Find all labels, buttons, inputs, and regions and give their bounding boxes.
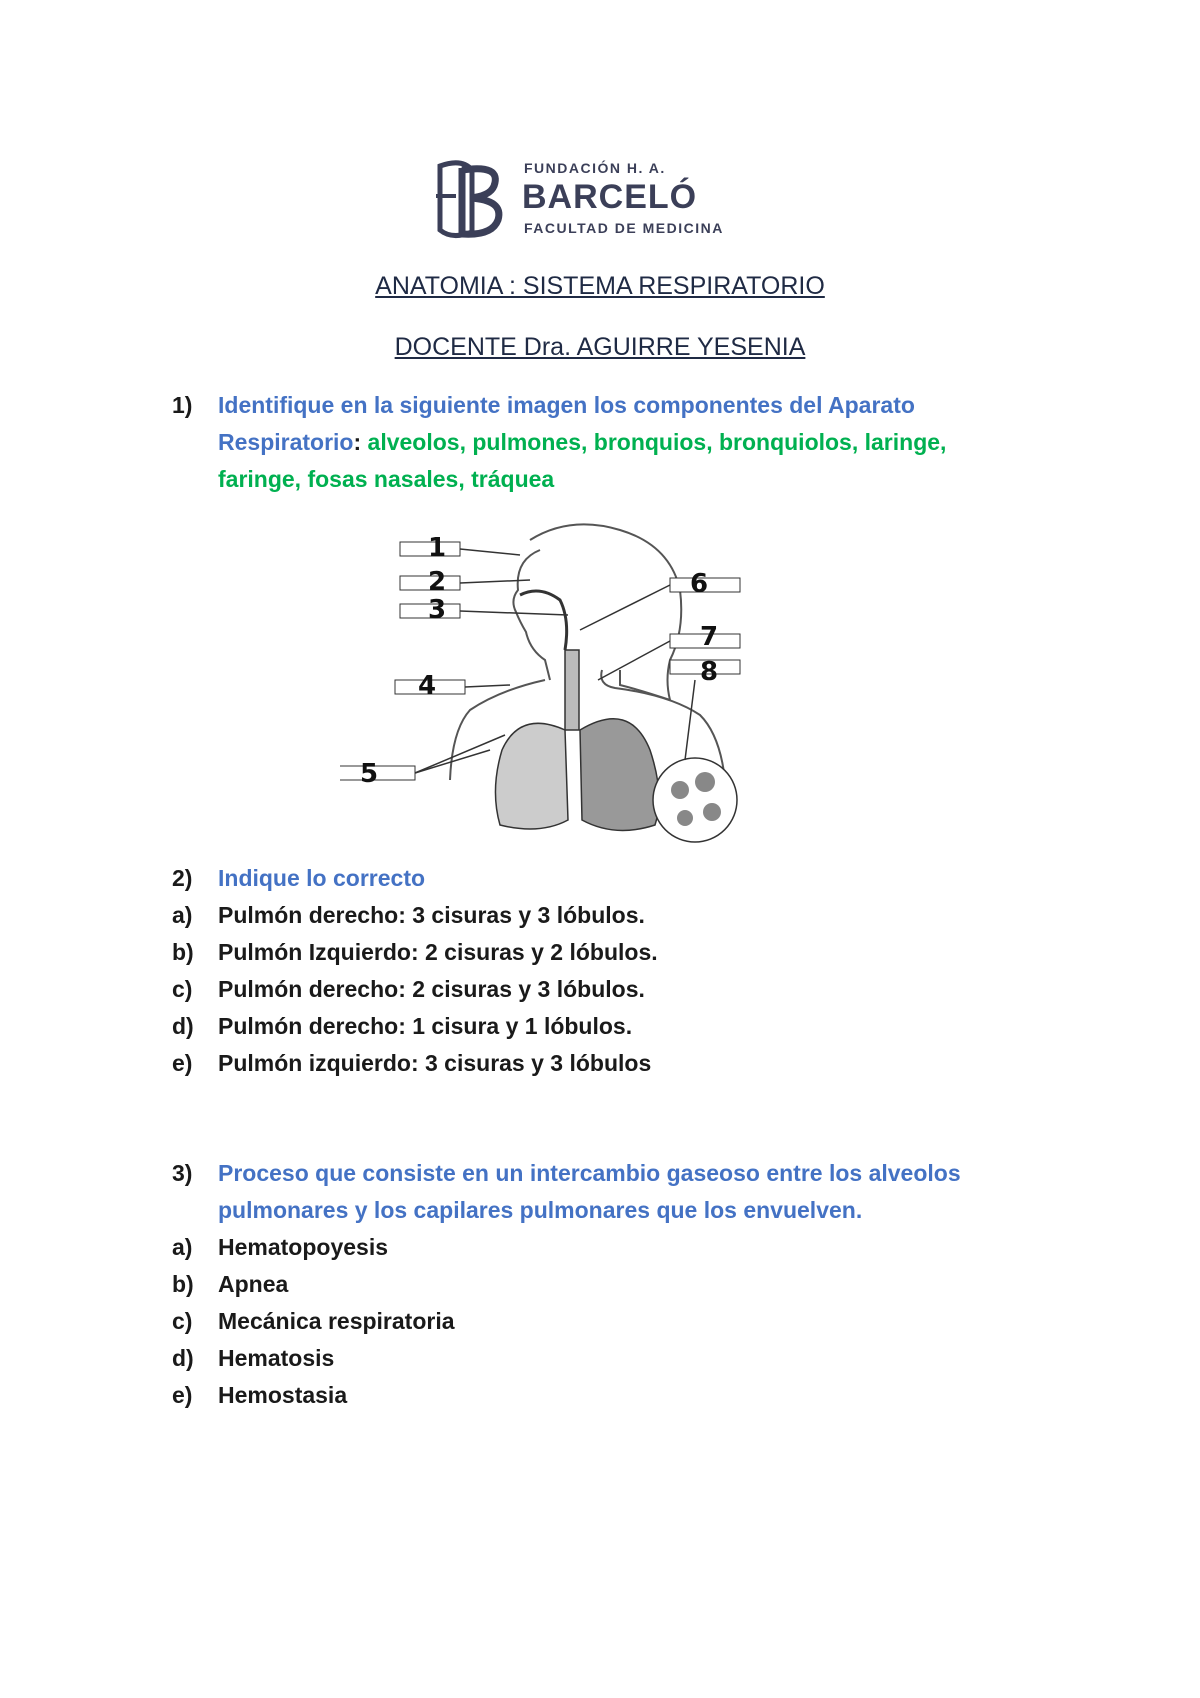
question-terms: alveolos, pulmones, bronquios, bronquiolos, laringe, faringe, fosas nasales, tráquea: [218, 429, 947, 492]
option-letter: d): [172, 1345, 194, 1371]
option-text: Pulmón izquierdo: 3 cisuras y 3 lóbulos: [218, 1050, 652, 1076]
option-text: Apnea: [218, 1271, 289, 1297]
q2-option-d: [172, 1008, 632, 1045]
alveolus: [695, 772, 715, 792]
question-prompt: Indique lo correcto: [218, 865, 426, 891]
question-text: [218, 387, 1032, 498]
q3-option-d: [172, 1340, 334, 1377]
barcelo-monogram-icon: [432, 160, 506, 240]
leader-line-2: [460, 580, 530, 583]
question-3: [172, 1155, 1032, 1229]
leader-line-1: [460, 549, 520, 555]
question-prompt: Proceso que consiste en un intercambio gaseoso entre los alveolos pulmonares y los capilares pulmonares que los envuelven.: [218, 1160, 961, 1223]
option-text: Hematosis: [218, 1345, 335, 1371]
question-prompt: Identifique en la siguiente imagen los componentes del Aparato Respiratorio: [218, 392, 915, 455]
page-title: ANATOMIA : SISTEMA RESPIRATORIO: [375, 272, 825, 300]
question-colon: :: [353, 429, 362, 455]
leader-line-4: [465, 685, 510, 687]
question-number: 1): [172, 392, 193, 418]
option-letter: b): [172, 939, 194, 965]
hair-outline: [530, 524, 681, 700]
q2-option-b: [172, 934, 658, 971]
respiratory-diagram: [340, 520, 820, 850]
figure-label-8: 8: [700, 657, 719, 687]
leader-line-3: [460, 611, 568, 615]
q3-option-e: [172, 1377, 347, 1414]
question-number: 3): [172, 1160, 193, 1186]
leader-line-6: [580, 585, 670, 630]
option-text: Hemostasia: [218, 1382, 348, 1408]
leader-line-7: [598, 641, 670, 680]
figure-label-7: 7: [700, 622, 719, 652]
option-letter: e): [172, 1382, 193, 1408]
option-text: Pulmón derecho: 1 cisura y 1 lóbulos.: [218, 1013, 633, 1039]
option-letter: c): [172, 1308, 193, 1334]
right-lung: [495, 723, 568, 829]
option-text: Pulmón derecho: 3 cisuras y 3 lóbulos.: [218, 902, 645, 928]
option-letter: b): [172, 1271, 194, 1297]
option-text: Pulmón Izquierdo: 2 cisuras y 2 lóbulos.: [218, 939, 658, 965]
figure-label-6: 6: [690, 569, 709, 599]
option-letter: e): [172, 1050, 193, 1076]
option-letter: d): [172, 1013, 194, 1039]
nasal-cavity: [520, 591, 567, 650]
q3-option-c: [172, 1303, 455, 1340]
option-letter: c): [172, 976, 193, 1002]
logo-line3: FACULTAD DE MEDICINA: [524, 220, 724, 236]
left-lung: [580, 719, 659, 831]
figure-label-3: 3: [428, 595, 447, 625]
option-letter: a): [172, 902, 193, 928]
logo: [432, 160, 752, 240]
q3-option-a: [172, 1229, 388, 1266]
face-outline: [513, 550, 550, 680]
figure-label-5: 5: [360, 759, 379, 789]
alveolus: [677, 810, 693, 826]
q2-option-e: [172, 1045, 651, 1082]
q2-option-c: [172, 971, 645, 1008]
option-text: Pulmón derecho: 2 cisuras y 3 lóbulos.: [218, 976, 645, 1002]
option-letter: a): [172, 1234, 193, 1260]
logo-line2: BARCELÓ: [522, 178, 698, 216]
trachea: [565, 650, 579, 730]
leader-line-5b: [415, 735, 505, 773]
alveolus: [703, 803, 721, 821]
q2-option-a: [172, 897, 645, 934]
option-text: Mecánica respiratoria: [218, 1308, 455, 1334]
question-2: [172, 860, 1032, 897]
teacher-line: DOCENTE Dra. AGUIRRE YESENIA: [394, 333, 806, 361]
alveoli-zoom: [653, 758, 737, 842]
alveolus: [671, 781, 689, 799]
figure-label-4: 4: [418, 671, 437, 701]
figure-label-1: 1: [428, 533, 447, 563]
figure-label-2: 2: [428, 567, 447, 597]
question-number: 2): [172, 865, 193, 891]
option-text: Hematopoyesis: [218, 1234, 389, 1260]
q3-option-b: [172, 1266, 288, 1303]
leader-line-8: [685, 680, 695, 760]
question-1: [172, 387, 1032, 498]
logo-line1: FUNDACIÓN H. A.: [524, 160, 666, 176]
